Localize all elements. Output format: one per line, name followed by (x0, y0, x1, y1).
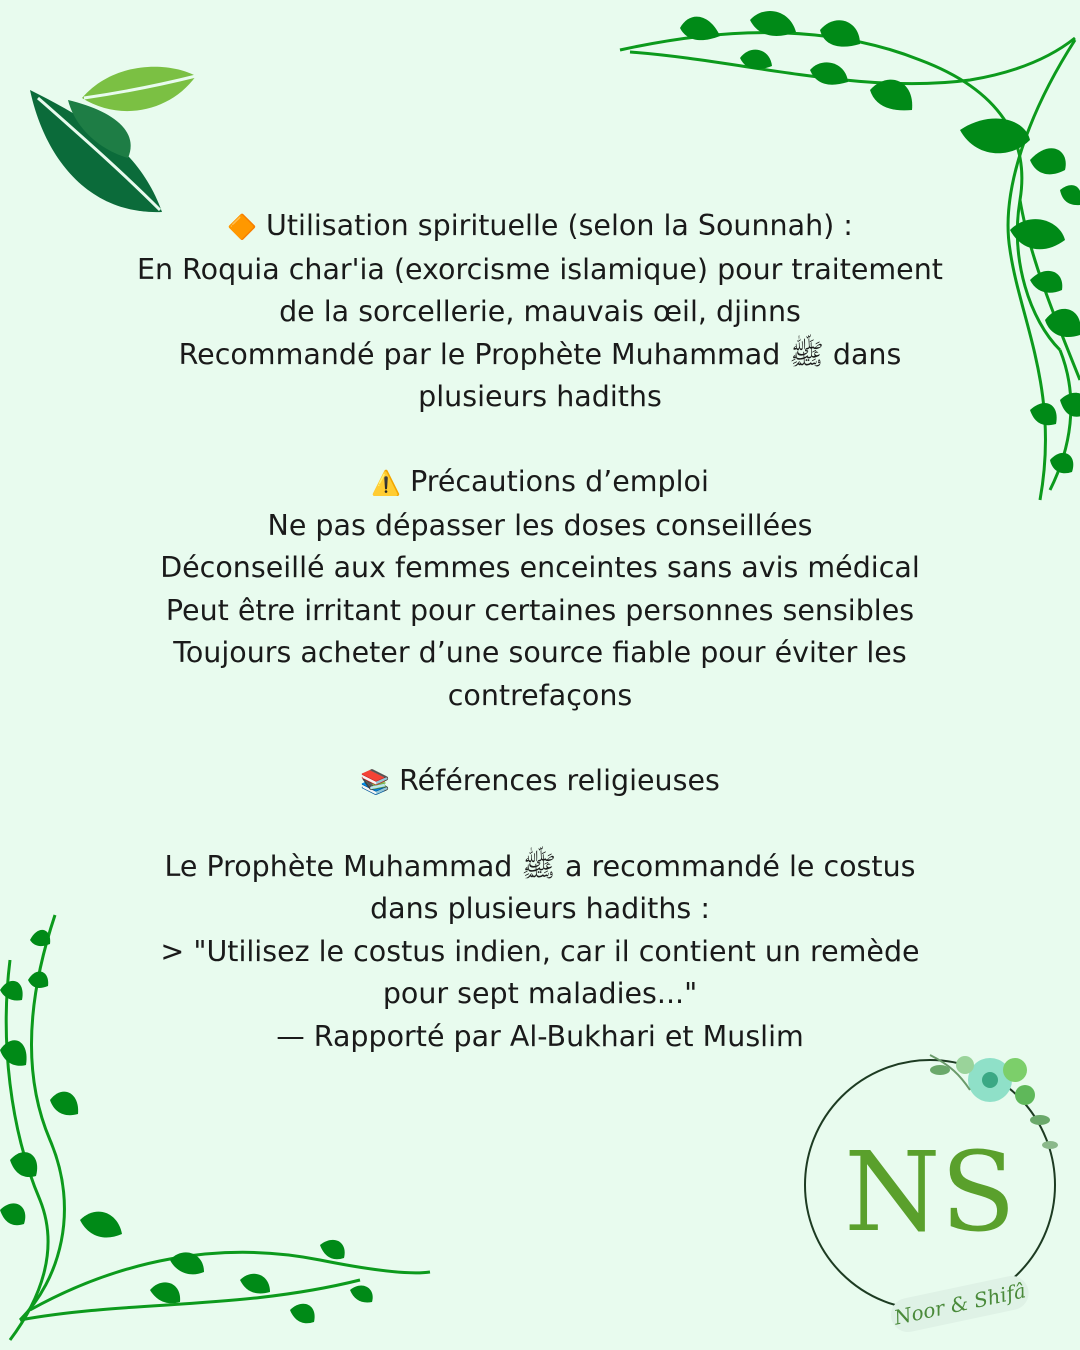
warning-icon: ⚠️ (371, 469, 401, 497)
spiritual-heading (130, 205, 950, 249)
spiritual-line: En Roquia char'ia (exorcisme islamique) pour traitement de la sorcellerie, mauvais œil, djinns (137, 252, 943, 328)
brand-badge (800, 1035, 1070, 1335)
books-icon: 📚 (360, 767, 391, 796)
references-quote: > "Utilisez le costus indien, car il contient un remède pour sept maladies..." (160, 934, 920, 1010)
precautions-heading-text: Précautions d’emploi (410, 465, 709, 498)
spiritual-heading-text: Utilisation spirituelle (selon la Sounnah) : (266, 209, 853, 242)
precautions-line: Ne pas dépasser les doses conseillées (267, 508, 813, 542)
leaf-logo-icon (20, 40, 210, 220)
orange-diamond-icon: 🔶 (227, 213, 257, 241)
precautions-line: Toujours acheter d’une source fiable pour éviter les contrefaçons (173, 636, 907, 712)
brand-monogram: NS (844, 1128, 1016, 1256)
content-block (130, 205, 950, 1058)
precautions-line: Déconseillé aux femmes enceintes sans avis médical (160, 551, 920, 584)
precautions-heading (130, 461, 950, 505)
references-heading (130, 760, 950, 804)
references-line: Le Prophète Muhammad ﷺ a recommandé le costus dans plusieurs hadiths : (164, 849, 916, 925)
precautions-line: Peut être irritant pour certaines personnes sensibles (165, 593, 915, 627)
references-source: — Rapporté par Al-Bukhari et Muslim (276, 1019, 804, 1053)
brand-name: Noor & Shifâ (891, 1278, 1028, 1330)
references-heading-text: Références religieuses (399, 763, 720, 797)
spiritual-line: Recommandé par le Prophète Muhammad ﷺ dans plusieurs hadiths (178, 337, 902, 413)
